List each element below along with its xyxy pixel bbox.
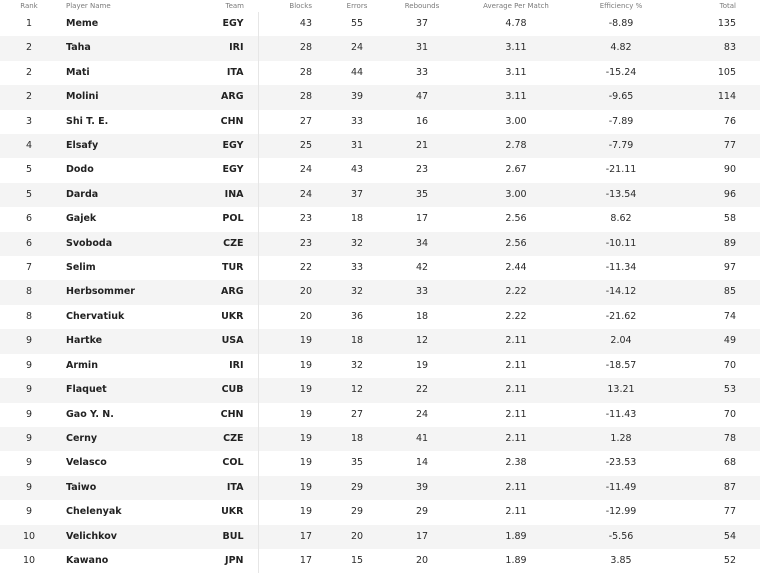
cell-total: 70: [723, 408, 736, 420]
cell-rank: 9: [25, 506, 33, 518]
cell-blocks: 28: [299, 66, 312, 78]
cell-team: ARG: [178, 85, 258, 109]
cell-rank: 9: [0, 329, 58, 353]
table-row[interactable]: [0, 183, 760, 207]
cell-team: ARG: [178, 280, 258, 304]
cell-average-per-match: 2.11: [456, 329, 576, 353]
cell-rebounds: 42: [415, 262, 429, 274]
cell-efficiency: 2.04: [576, 329, 666, 353]
cell-errors: 18: [350, 213, 364, 225]
cell-blocks: 27: [299, 115, 312, 127]
cell-total: 70: [723, 359, 736, 371]
cell-average-per-match: 2.11: [505, 359, 527, 371]
cell-blocks: 19: [258, 476, 326, 500]
cell-rebounds: 41: [388, 427, 456, 451]
cell-total: 105: [717, 66, 736, 78]
cell-player-name: Selim: [66, 262, 96, 274]
cell-rebounds: 39: [388, 476, 456, 500]
cell-rebounds: 20: [415, 554, 429, 566]
cell-player-name: Molini: [58, 85, 178, 109]
cell-player-name: Meme: [66, 18, 99, 29]
table-row[interactable]: [0, 232, 760, 256]
cell-rank: 8: [25, 310, 33, 322]
header-rebounds[interactable]: Rebounds: [404, 2, 440, 10]
cell-rank: 4: [0, 134, 58, 158]
cell-team: UKR: [178, 500, 258, 524]
cell-blocks: 19: [299, 457, 312, 469]
cell-total: 135: [717, 18, 736, 29]
cell-average-per-match: 1.89: [505, 554, 527, 566]
cell-total: 89: [666, 232, 760, 256]
cell-rebounds: 31: [388, 36, 456, 60]
table-row[interactable]: [0, 451, 760, 475]
cell-errors: 12: [326, 378, 388, 402]
cell-errors: 44: [350, 66, 364, 78]
cell-rank: 2: [25, 66, 33, 78]
table-row[interactable]: [0, 158, 760, 182]
cell-player-name: Herbsommer: [58, 280, 178, 304]
cell-blocks: 24: [299, 164, 312, 176]
header-player-name[interactable]: Player Name: [66, 2, 111, 10]
header-row: [0, 0, 760, 12]
cell-average-per-match: 3.00: [505, 115, 527, 127]
cell-rank: 1: [25, 18, 33, 29]
cell-efficiency: -13.54: [576, 183, 666, 207]
cell-team: CHN: [178, 403, 258, 427]
cell-efficiency: 1.28: [576, 427, 666, 451]
cell-team: EGY: [178, 158, 258, 182]
cell-efficiency: 4.82: [576, 36, 666, 60]
cell-player-name: Svoboda: [58, 232, 178, 256]
cell-rank: 6: [0, 232, 58, 256]
table-row[interactable]: [0, 256, 760, 280]
cell-team: IRI: [178, 354, 258, 378]
cell-player-name: Cerny: [58, 427, 178, 451]
cell-errors: 55: [350, 18, 364, 29]
table-row[interactable]: [0, 280, 760, 304]
cell-total: 77: [723, 506, 736, 518]
cell-player-name: Kawano: [66, 554, 109, 566]
cell-errors: 20: [326, 525, 388, 549]
cell-player-name: Gao Y. N.: [66, 408, 114, 420]
cell-efficiency: -5.56: [576, 525, 666, 549]
table-row[interactable]: [0, 36, 760, 60]
cell-blocks: 23: [299, 213, 312, 225]
cell-rebounds: 21: [388, 134, 456, 158]
cell-team: TUR: [178, 256, 258, 280]
cell-team: EGY: [178, 12, 258, 36]
cell-blocks: 19: [299, 359, 312, 371]
cell-rebounds: 37: [415, 18, 429, 29]
cell-errors: 39: [326, 85, 388, 109]
cell-total: 53: [666, 378, 760, 402]
cell-rank: 5: [0, 183, 58, 207]
cell-rank: 7: [25, 262, 33, 274]
cell-efficiency: -10.11: [576, 232, 666, 256]
cell-total: 114: [666, 85, 760, 109]
table-row[interactable]: [0, 85, 760, 109]
cell-blocks: 28: [258, 85, 326, 109]
cell-blocks: 17: [258, 525, 326, 549]
cell-team: CHN: [178, 110, 258, 134]
cell-efficiency: -23.53: [605, 457, 637, 469]
cell-team: POL: [178, 207, 258, 231]
cell-player-name: Velichkov: [58, 525, 178, 549]
table-header: [0, 0, 760, 12]
cell-efficiency: -18.57: [605, 359, 637, 371]
header-average-per-match[interactable]: Average Per Match: [483, 2, 549, 10]
table-row[interactable]: [0, 110, 760, 134]
cell-errors: 24: [326, 36, 388, 60]
table-row[interactable]: [0, 329, 760, 353]
table-row[interactable]: [0, 476, 760, 500]
cell-rank: 6: [25, 213, 33, 225]
cell-errors: 27: [350, 408, 364, 420]
header-total[interactable]: Total: [719, 2, 736, 10]
cell-blocks: 43: [299, 18, 312, 29]
cell-total: 83: [666, 36, 760, 60]
table-row[interactable]: [0, 354, 760, 378]
cell-total: 77: [666, 134, 760, 158]
cell-rebounds: 34: [388, 232, 456, 256]
cell-blocks: 25: [258, 134, 326, 158]
cell-average-per-match: 2.78: [456, 134, 576, 158]
cell-rebounds: 17: [388, 525, 456, 549]
cell-average-per-match: 1.89: [456, 525, 576, 549]
cell-efficiency: -11.49: [576, 476, 666, 500]
cell-errors: 32: [326, 280, 388, 304]
cell-rebounds: 47: [388, 85, 456, 109]
cell-rank: 2: [0, 85, 58, 109]
cell-efficiency: -7.79: [576, 134, 666, 158]
cell-average-per-match: 2.11: [505, 506, 527, 518]
cell-total: 96: [666, 183, 760, 207]
cell-efficiency: -21.62: [605, 310, 637, 322]
cell-average-per-match: 2.22: [505, 310, 527, 322]
cell-average-per-match: 3.11: [456, 36, 576, 60]
table-row[interactable]: [0, 403, 760, 427]
cell-team: BUL: [178, 525, 258, 549]
cell-efficiency: 3.85: [610, 554, 632, 566]
cell-rank: 9: [25, 408, 33, 420]
cell-average-per-match: 2.11: [505, 408, 527, 420]
cell-errors: 37: [326, 183, 388, 207]
cell-errors: 32: [326, 232, 388, 256]
cell-player-name: Taha: [58, 36, 178, 60]
cell-total: 74: [723, 310, 736, 322]
cell-errors: 35: [350, 457, 364, 469]
table-row[interactable]: [0, 549, 760, 573]
cell-rebounds: 24: [415, 408, 429, 420]
cell-team: CZE: [178, 427, 258, 451]
cell-efficiency: -8.89: [608, 18, 634, 29]
cell-player-name: Chervatiuk: [66, 310, 125, 322]
cell-rank: 9: [25, 359, 33, 371]
cell-team: IRI: [178, 36, 258, 60]
cell-efficiency: 8.62: [610, 213, 632, 225]
cell-player-name: Darda: [58, 183, 178, 207]
cell-rank: 9: [0, 476, 58, 500]
cell-rank: 3: [25, 115, 33, 127]
cell-total: 54: [666, 525, 760, 549]
cell-rebounds: 18: [415, 310, 429, 322]
cell-rank: 5: [25, 164, 33, 176]
cell-player-name: Velasco: [66, 457, 107, 469]
cell-total: 49: [666, 329, 760, 353]
cell-total: 90: [723, 164, 736, 176]
cell-player-name: Chelenyak: [66, 506, 122, 518]
cell-average-per-match: 2.44: [505, 262, 527, 274]
cell-blocks: 19: [299, 506, 312, 518]
cell-rank: 9: [25, 457, 33, 469]
cell-rank: 10: [0, 525, 58, 549]
cell-player-name: Hartke: [58, 329, 178, 353]
cell-average-per-match: 2.11: [456, 427, 576, 451]
cell-rank: 10: [22, 554, 36, 566]
table-row[interactable]: [0, 525, 760, 549]
cell-rank: 9: [0, 427, 58, 451]
cell-team: JPN: [178, 549, 258, 573]
cell-blocks: 28: [258, 36, 326, 60]
cell-blocks: 19: [258, 427, 326, 451]
cell-errors: 33: [350, 262, 364, 274]
cell-efficiency: -7.89: [608, 115, 634, 127]
cell-player-name: Mati: [66, 66, 90, 78]
cell-team: USA: [178, 329, 258, 353]
cell-player-name: Armin: [66, 359, 98, 371]
cell-team: ITA: [178, 476, 258, 500]
cell-player-name: Shi T. E.: [66, 115, 109, 127]
table-row[interactable]: [0, 500, 760, 524]
cell-rebounds: 35: [388, 183, 456, 207]
cell-total: 52: [723, 554, 736, 566]
cell-errors: 33: [350, 115, 364, 127]
cell-errors: 36: [350, 310, 364, 322]
cell-average-per-match: 4.78: [505, 18, 527, 29]
cell-total: 78: [666, 427, 760, 451]
cell-average-per-match: 2.11: [456, 378, 576, 402]
header-rank[interactable]: Rank: [20, 2, 38, 10]
cell-total: 97: [723, 262, 736, 274]
cell-team: COL: [178, 451, 258, 475]
cell-average-per-match: 3.11: [505, 66, 527, 78]
cell-blocks: 24: [258, 183, 326, 207]
cell-errors: 32: [350, 359, 364, 371]
cell-rank: 2: [0, 36, 58, 60]
cell-team: ITA: [178, 61, 258, 85]
cell-average-per-match: 3.11: [456, 85, 576, 109]
cell-rebounds: 14: [415, 457, 429, 469]
cell-efficiency: -9.65: [576, 85, 666, 109]
cell-errors: 15: [350, 554, 364, 566]
cell-average-per-match: 2.11: [456, 476, 576, 500]
cell-errors: 18: [326, 427, 388, 451]
cell-rebounds: 23: [415, 164, 429, 176]
cell-average-per-match: 2.22: [456, 280, 576, 304]
cell-errors: 43: [350, 164, 364, 176]
cell-total: 85: [666, 280, 760, 304]
table-row[interactable]: [0, 378, 760, 402]
cell-rebounds: 16: [415, 115, 429, 127]
cell-average-per-match: 2.56: [456, 232, 576, 256]
cell-rank: 8: [0, 280, 58, 304]
cell-blocks: 19: [299, 408, 312, 420]
cell-average-per-match: 2.56: [505, 213, 527, 225]
table-row[interactable]: [0, 134, 760, 158]
header-team[interactable]: Team: [225, 2, 244, 10]
cell-player-name: Elsafy: [58, 134, 178, 158]
cell-efficiency: -14.12: [576, 280, 666, 304]
table-row[interactable]: [0, 12, 760, 36]
cell-efficiency: -12.99: [605, 506, 637, 518]
table-body: [0, 12, 760, 573]
cell-total: 58: [723, 213, 736, 225]
cell-total: 87: [666, 476, 760, 500]
cell-rank: 9: [0, 378, 58, 402]
table-row[interactable]: [0, 427, 760, 451]
cell-blocks: 19: [258, 329, 326, 353]
cell-rebounds: 33: [388, 280, 456, 304]
cell-player-name: Flaquet: [58, 378, 178, 402]
cell-team: INA: [178, 183, 258, 207]
header-errors[interactable]: Errors: [346, 2, 368, 10]
cell-player-name: Dodo: [66, 164, 94, 176]
cell-efficiency: -21.11: [605, 164, 637, 176]
cell-player-name: Gajek: [66, 213, 97, 225]
cell-errors: 29: [350, 506, 364, 518]
cell-rebounds: 29: [415, 506, 429, 518]
cell-average-per-match: 2.67: [505, 164, 527, 176]
cell-blocks: 23: [258, 232, 326, 256]
table-row[interactable]: [0, 61, 760, 85]
cell-errors: 31: [326, 134, 388, 158]
header-blocks[interactable]: Blocks: [289, 2, 312, 10]
cell-blocks: 20: [299, 310, 312, 322]
cell-errors: 29: [326, 476, 388, 500]
cell-team: EGY: [178, 134, 258, 158]
cell-efficiency: -11.34: [605, 262, 637, 274]
cell-rebounds: 12: [388, 329, 456, 353]
cell-errors: 18: [326, 329, 388, 353]
cell-total: 76: [723, 115, 736, 127]
cell-total: 68: [723, 457, 736, 469]
cell-average-per-match: 2.38: [505, 457, 527, 469]
cell-team: UKR: [178, 305, 258, 329]
cell-rebounds: 19: [415, 359, 429, 371]
cell-average-per-match: 3.00: [456, 183, 576, 207]
cell-rebounds: 17: [415, 213, 429, 225]
cell-efficiency: -15.24: [605, 66, 637, 78]
cell-efficiency: 13.21: [576, 378, 666, 402]
cell-blocks: 17: [299, 554, 312, 566]
cell-blocks: 20: [258, 280, 326, 304]
cell-rebounds: 22: [388, 378, 456, 402]
cell-team: CUB: [178, 378, 258, 402]
table-row[interactable]: [0, 305, 760, 329]
header-efficiency[interactable]: Efficiency %: [599, 2, 643, 10]
table-row[interactable]: [0, 207, 760, 231]
cell-team: CZE: [178, 232, 258, 256]
cell-blocks: 22: [299, 262, 312, 274]
cell-efficiency: -11.43: [605, 408, 637, 420]
cell-player-name: Taiwo: [58, 476, 178, 500]
cell-rebounds: 33: [415, 66, 429, 78]
cell-blocks: 19: [258, 378, 326, 402]
